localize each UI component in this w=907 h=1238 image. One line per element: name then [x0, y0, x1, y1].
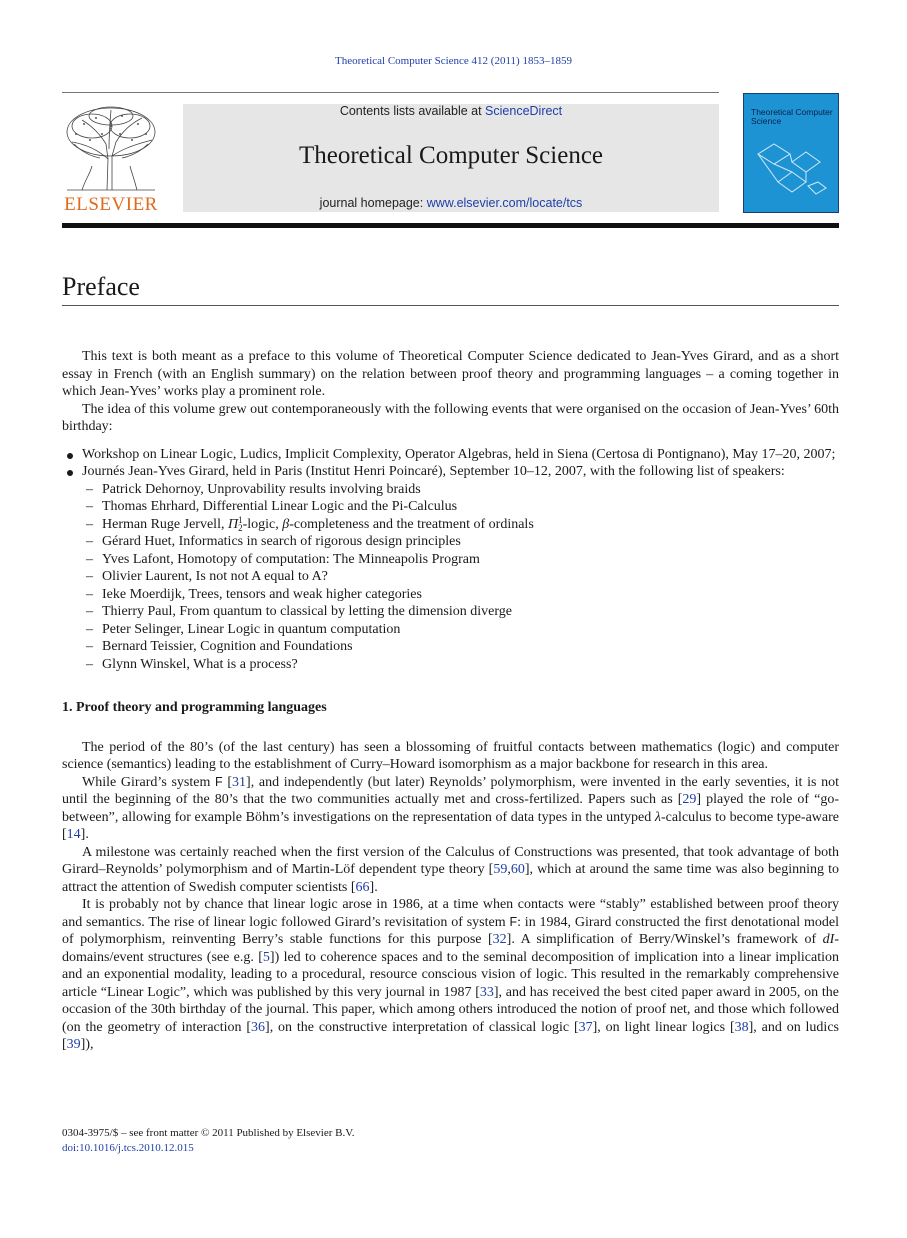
- article-title: Preface: [62, 272, 140, 301]
- elsevier-wordmark: ELSEVIER: [64, 194, 158, 215]
- text-run: ]. A simplification of Berry/Winskel’s framework of: [506, 932, 823, 947]
- speaker-item: – Olivier Laurent, Is not not A equal to A?: [82, 568, 839, 586]
- page-footer: [62, 1126, 839, 1156]
- citation-link[interactable]: 5: [262, 949, 270, 965]
- masthead-bottom-rule: [62, 223, 839, 228]
- section-1-paragraph-4: [62, 896, 839, 1054]
- citation-link[interactable]: 33: [479, 984, 494, 1000]
- citation-link[interactable]: 66: [355, 879, 370, 895]
- section-1-paragraph-3: [62, 844, 839, 897]
- citation-link[interactable]: 60: [510, 862, 525, 877]
- citation-link[interactable]: 32: [492, 932, 507, 947]
- speaker-item: – Peter Selinger, Linear Logic in quantum computation: [82, 621, 839, 639]
- citation-link[interactable]: 14: [66, 827, 81, 842]
- pi-superscript: 1: [238, 515, 243, 526]
- journal-title: Theoretical Computer Science: [298, 142, 604, 169]
- pi-subscript: 2: [238, 523, 243, 534]
- text-run: [: [222, 774, 233, 790]
- event-item-siena: Workshop on Linear Logic, Ludics, Implicit Complexity, Operator Algebras, held in Siena (Certosa di Pontignano), May 17–20, 2007;: [62, 446, 839, 464]
- system-f-symbol: F: [215, 774, 223, 789]
- speakers-list: [82, 481, 839, 674]
- events-list: [62, 446, 839, 674]
- text-run: ], which at around the same time was also beginning to attract the attention of Swedish computer scientists [: [62, 862, 839, 895]
- speaker-item: – Glynn Winskel, What is a process?: [82, 656, 839, 674]
- speaker-item: – Bernard Teissier, Cognition and Foundations: [82, 638, 839, 656]
- citation-link[interactable]: 59: [493, 862, 508, 877]
- elsevier-tree-icon: [62, 104, 160, 192]
- doi-link[interactable]: doi:10.1016/j.tcs.2010.12.015: [62, 1142, 194, 1154]
- text-run: ], and has received the best cited paper award in 2005, on the occasion of the 30th birthday of the journal. This paper, which among others introduced the notion of proof net, and those which followed (on the geometry of interaction [: [62, 984, 840, 1035]
- text-run: A milestone was certainly reached when the first version of the Calculus of Constructions was presented, that took advantage of both Girard–Reynolds’ polymorphism and of Martin-Löf dependent type theory [: [62, 844, 839, 877]
- speaker-item: [82, 516, 839, 534]
- intro-paragraph-1: This text is both meant as a preface to this volume of Theoretical Computer Science dedicated to Jean-Yves Girard, and as a short essay in French (with an English summary) on the relation between proof theory and programming languages – a coming together in which Jean-Yves’ works play a prominent role.: [62, 349, 839, 399]
- speaker-title-part1: -logic,: [242, 516, 283, 532]
- citation-link[interactable]: 29: [682, 792, 697, 807]
- speaker-item: – Thierry Paul, From quantum to classical by letting the dimension diverge: [82, 603, 839, 621]
- section-1-heading: 1. Proof theory and programming languages: [62, 700, 327, 715]
- cover-diagram-icon: [748, 132, 834, 204]
- text-run: ], and independently (but later) Reynolds’ polymorphism, were invented in the early seventies, it is not until the beginning of the 80’s that the two communities actually met and cross-fertilized. Papers such as [: [62, 774, 840, 807]
- section-1-paragraph-2: [62, 774, 839, 844]
- speaker-title-part2: -completeness and the treatment of ordinals: [289, 516, 534, 532]
- journal-masthead: [183, 104, 719, 212]
- cover-title: Theoretical Computer Science: [751, 107, 833, 126]
- citation-link[interactable]: 37: [578, 1019, 593, 1035]
- elsevier-logo[interactable]: [62, 104, 160, 214]
- text-run: -calculus to become type-aware [: [62, 809, 839, 842]
- speaker-item: – Ieke Moerdijk, Trees, tensors and weak higher categories: [82, 586, 839, 604]
- article-body: [62, 348, 839, 1054]
- citation-link[interactable]: 31: [232, 774, 247, 790]
- beta-symbol: β: [282, 516, 290, 532]
- lambda-symbol: λ: [654, 809, 661, 825]
- text-run: ], and on ludics [: [62, 1019, 839, 1052]
- text-run: ] played the role of “go-between”, allowing for example Böhm’s investigations on the representation of data types in the untyped: [62, 792, 839, 825]
- section-1-paragraph-1: The period of the 80’s (of the last century) has seen a blossoming of fruitful contacts between mathematics (logic) and computer science (semantics) leading to the establishment of Curry–Howard isomorphism as a major backbone for research in this area.: [62, 739, 839, 772]
- text-run: ], on the constructive interpretation of classical logic [: [265, 1019, 579, 1035]
- text-run: ], on light linear logics [: [592, 1019, 735, 1035]
- copyright-line: 0304-3975/$ – see front matter © 2011 Published by Elsevier B.V.: [62, 1127, 355, 1139]
- event-item-paris: [62, 463, 839, 673]
- speaker-item: – Yves Lafont, Homotopy of computation: The Minneapolis Program: [82, 551, 839, 569]
- text-run: While Girard’s system: [82, 774, 216, 790]
- text-run: ].: [369, 879, 378, 895]
- journal-cover-thumbnail[interactable]: [743, 93, 839, 213]
- text-run: It is probably not by chance that linear logic arose in 1986, at a time when contacts were “stably” established between proof theory and semantics. The rise of linear logic followed Girard’s revisitation of system: [62, 897, 839, 930]
- pi-symbol: Π: [227, 516, 239, 532]
- di-domain-symbol: dI: [822, 932, 835, 947]
- text-run: ,: [507, 862, 511, 877]
- journal-reference[interactable]: Theoretical Computer Science 412 (2011) 1853–1859: [335, 55, 572, 67]
- contents-prefix: Contents lists available at: [339, 104, 486, 118]
- system-f-symbol: F: [509, 914, 518, 929]
- speaker-item: – Thomas Ehrhard, Differential Linear Logic and the Pi-Calculus: [82, 498, 839, 516]
- speaker-item: – Patrick Dehornoy, Unprovability results involving braids: [82, 481, 839, 499]
- citation-link[interactable]: 38: [734, 1019, 749, 1035]
- homepage-prefix: journal homepage:: [319, 196, 427, 210]
- sciencedirect-link[interactable]: ScienceDirect: [485, 104, 563, 118]
- text-run: : in 1984, Girard constructed the first denotational model of polymorphism, reinventing Berry’s stable functions for this purpose [: [62, 914, 839, 947]
- citation-link[interactable]: 39: [66, 1037, 81, 1052]
- text-run: ].: [80, 827, 89, 842]
- event-item-paris-text: Journés Jean-Yves Girard, held in Paris (Institut Henri Poincaré), September 10–12, 2007, with the following list of speakers:: [82, 464, 785, 479]
- citation-link[interactable]: 36: [251, 1019, 266, 1035]
- speaker-name: Herman Ruge Jervell,: [102, 516, 228, 532]
- journal-homepage-link[interactable]: www.elsevier.com/locate/tcs: [426, 196, 583, 210]
- text-run: ]),: [80, 1037, 94, 1052]
- intro-paragraph-2: The idea of this volume grew out contemporaneously with the following events that were organised on the occasion of Jean-Yves’ 60th birthday:: [62, 401, 839, 434]
- text-run: -domains/event structures (see e.g. [: [62, 932, 839, 965]
- cover-header-strip: [749, 97, 835, 101]
- title-divider: [62, 305, 839, 306]
- homepage-line: [183, 196, 719, 210]
- contents-line: [183, 104, 719, 118]
- speaker-item: – Gérard Huet, Informatics in search of rigorous design principles: [82, 533, 839, 551]
- header-divider: [62, 92, 719, 93]
- text-run: ]) led to coherence spaces and to the seminal decomposition of implication into a linear implication and an exponential modality, leading to a procedural, resource conscious vision of logic. This resulted in the remarkably comprehensive article “Linear Logic”, which was published by this very journal in 1987 [: [62, 949, 839, 1000]
